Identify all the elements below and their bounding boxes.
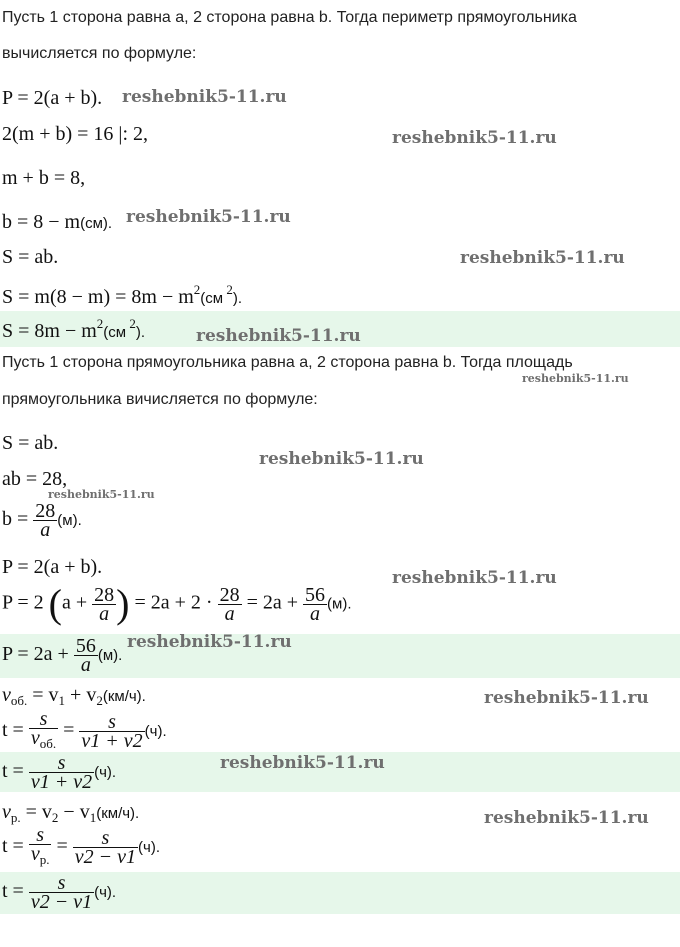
watermark: reshebnik5-11.ru: [460, 248, 625, 268]
section4-answer-lhs: t =: [2, 880, 24, 903]
section1-eq1: P = 2(a + b).: [2, 87, 103, 109]
section2-answer: [2, 637, 122, 674]
section2-eq3-fraction: [33, 502, 57, 539]
section4-answer-fraction: [29, 874, 94, 911]
watermark: reshebnik5-11.ru: [122, 87, 287, 107]
section4-eq1-rhs: = v: [25, 801, 52, 823]
section1-answer-tail: ).: [135, 324, 146, 341]
fraction-denominator: a: [74, 655, 98, 674]
section3-eq2-unit: (ч).: [144, 723, 167, 741]
section1-eq4: [2, 211, 112, 234]
section2-eq5-fraction1: [92, 583, 116, 625]
section1-eq4-text: b = 8 − m: [2, 211, 81, 233]
section1-intro-line1: Пусть 1 сторона равна a, 2 сторона равна b. Тогда периметр прямоугольника: [2, 9, 577, 26]
watermark: reshebnik5-11.ru: [126, 207, 291, 227]
section3-eq2: [2, 710, 167, 753]
section4-answer: [2, 874, 116, 911]
section3-eq1-unit: (км/ч).: [102, 688, 146, 705]
watermark: reshebnik5-11.ru: [392, 568, 557, 588]
section2-eq3-unit: (м).: [57, 512, 82, 530]
fraction-denominator: v1 + v2: [81, 730, 143, 752]
section3-eq1: $v_{об.} = v_1 + v_2(км/ч)$.: [2, 684, 146, 708]
section2-eq1: S = ab.: [2, 432, 59, 454]
section1-eq6: $S = m(8 - m) = 8m - m^2(см$ $^2$).: [2, 282, 243, 308]
section1-eq4-unit: (см).: [80, 215, 113, 232]
fraction-denominator: $v_{об.}$: [30, 727, 57, 751]
fraction-numerator: s: [36, 824, 45, 846]
watermark: reshebnik5-11.ru: [127, 632, 292, 652]
watermark: reshebnik5-11.ru: [392, 128, 557, 148]
section4-eq1-v: v: [2, 801, 11, 823]
section2-eq5-fraction2: [218, 583, 242, 625]
fraction-denominator: a: [92, 604, 116, 623]
section3-eq2-fraction1: [29, 710, 58, 753]
watermark: reshebnik5-11.ru: [484, 688, 649, 708]
section1-answer-unit: (см: [103, 324, 127, 341]
fraction-numerator: 56: [75, 635, 96, 657]
fraction-numerator: 28: [94, 583, 115, 606]
fraction-numerator: s: [39, 708, 48, 730]
section2-answer-fraction: [74, 637, 98, 674]
section2-eq3: [2, 502, 82, 539]
section3-eq1-rhs: = v: [32, 684, 59, 706]
section2-eq4: P = 2(a + b).: [2, 556, 103, 578]
section2-eq5-mid2: = 2a +: [246, 591, 299, 614]
section2-answer-unit: (м).: [97, 647, 123, 665]
fraction-denominator: a: [218, 604, 242, 623]
fraction-denominator: $v_{р.}$: [30, 843, 50, 867]
fraction-numerator: s: [57, 872, 66, 894]
watermark: reshebnik5-11.ru: [522, 372, 629, 385]
section2-eq2: ab = 28,: [2, 468, 68, 490]
watermark: reshebnik5-11.ru: [484, 808, 649, 828]
fraction-numerator: s: [101, 827, 110, 849]
section2-eq5-unit: (м).: [327, 595, 352, 613]
fraction-numerator: 28: [35, 500, 56, 522]
section4-eq2-lhs: t =: [2, 835, 24, 858]
watermark: reshebnik5-11.ru: [196, 326, 361, 346]
section3-eq1-rhs2: + v: [70, 684, 97, 706]
section2-answer-lhs: P = 2a +: [2, 643, 69, 666]
section1-answer-text: S = 8m − m: [2, 320, 97, 342]
section3-eq2-fraction2: [79, 713, 144, 750]
section1-intro-line2: вычисляется по формуле:: [2, 45, 197, 62]
section3-answer: [2, 754, 116, 791]
section1-eq6-unit: (см: [200, 290, 224, 307]
fraction-numerator: s: [108, 711, 116, 733]
section1-eq2: 2(m + b) = 16 |: 2,: [2, 123, 148, 145]
fraction-denominator: v1 + v2: [30, 771, 93, 793]
fraction-numerator: 28: [219, 583, 240, 606]
section1-eq6-tail: ).: [232, 290, 243, 307]
fraction-numerator: 56: [305, 583, 326, 606]
section2-eq5-fraction3: [303, 583, 327, 625]
section3-answer-fraction: [29, 754, 94, 791]
section4-eq2-eq: =: [56, 835, 68, 858]
section4-eq1-sub: р.: [10, 810, 21, 825]
fraction-denominator: a: [303, 604, 327, 623]
fraction-denominator: v2 − v1: [30, 891, 93, 913]
section4-eq2-unit: (ч).: [138, 839, 160, 857]
fraction-denominator: a: [33, 520, 57, 539]
watermark: reshebnik5-11.ru: [259, 449, 424, 469]
watermark: reshebnik5-11.ru: [220, 753, 385, 773]
section4-answer-unit: (ч).: [94, 884, 117, 902]
section2-eq5: P = 2 (a + $\frac{28}{a}$ ) = 2a + 2 · $\frac{28}{a}$ = 2a + $\frac{56}{a}$ (м).: [2, 581, 352, 626]
section2-intro-line1: Пусть 1 сторона прямоугольника равна a, 2 сторона равна b. Тогда площадь: [2, 354, 573, 371]
fraction-denominator: v2 − v1: [74, 846, 137, 868]
section1-answer: $S = 8m - m^2(см$ $^2$).: [2, 316, 146, 342]
section3-eq1-sub: об.: [10, 693, 28, 708]
section4-eq2-fraction1: [29, 826, 52, 869]
section2-eq5-mid: = 2a + 2 ·: [134, 591, 213, 614]
section3-answer-unit: (ч).: [94, 764, 117, 782]
section4-eq1: $v_{р.} = v_2 - v_1(км/ч)$.: [2, 801, 140, 825]
section1-eq6-text: S = m(8 − m) = 8m − m: [2, 286, 194, 308]
section4-eq2-fraction2: [73, 829, 138, 866]
section4-eq2: [2, 826, 160, 869]
section2-intro-line2: прямоугольника вичисляется по формуле:: [2, 391, 318, 408]
section3-eq2-lhs: t =: [2, 719, 24, 742]
section2-eq5-in: a +: [62, 591, 88, 614]
section1-eq3: m + b = 8,: [2, 167, 86, 189]
section2-eq3-lhs: b =: [2, 508, 29, 531]
section4-eq1-rhs2: − v: [63, 801, 90, 823]
section3-eq2-eq: =: [63, 719, 75, 742]
section2-eq5-lhs: P = 2: [2, 591, 44, 614]
section1-eq5: S = ab.: [2, 246, 59, 268]
section3-eq1-v: v: [2, 684, 11, 706]
section4-eq1-unit: (км/ч).: [96, 805, 140, 822]
fraction-numerator: s: [57, 752, 66, 774]
section3-answer-lhs: t =: [2, 760, 24, 783]
watermark: reshebnik5-11.ru: [48, 488, 155, 501]
